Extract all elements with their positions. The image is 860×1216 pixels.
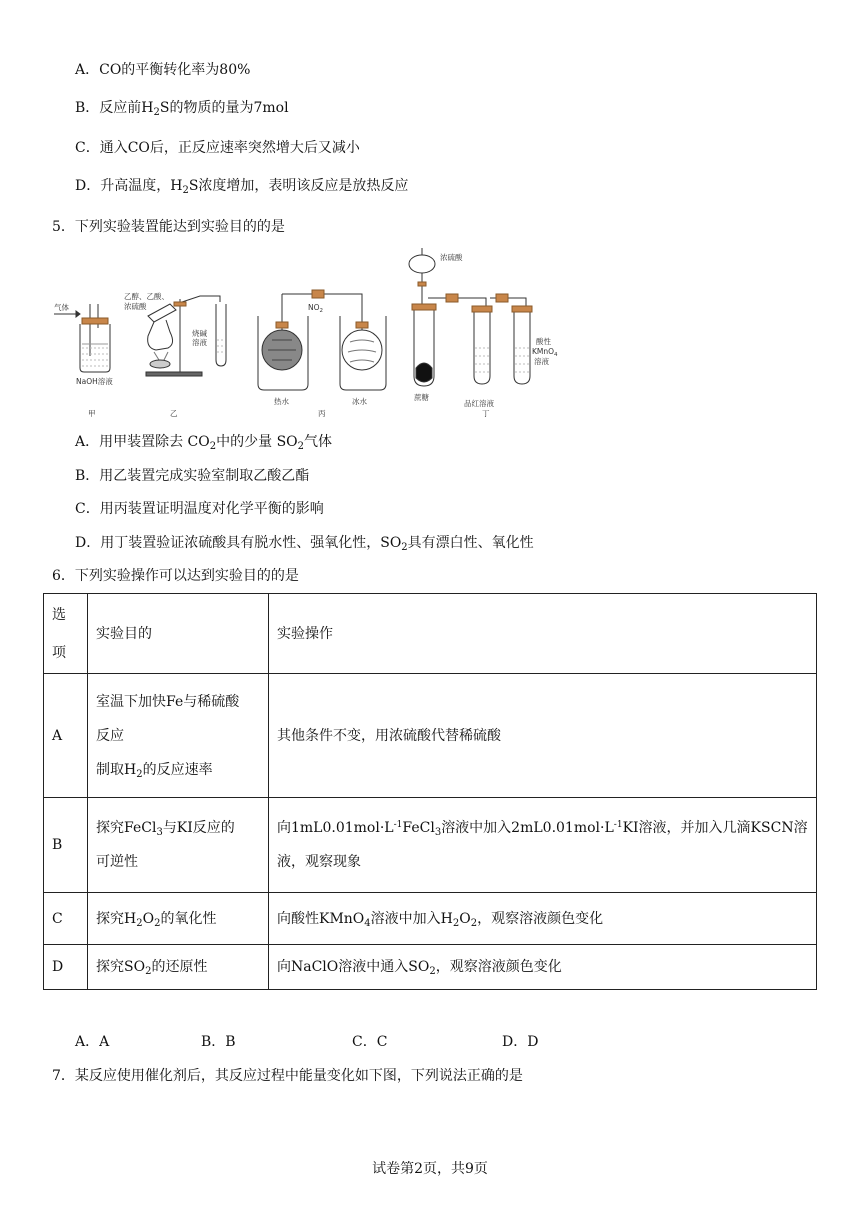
apparatus-jia <box>54 304 110 372</box>
q4-option-d-text: D．升高温度，H <box>75 178 183 194</box>
label-naoh: NaOH溶液 <box>76 377 113 386</box>
row-a-goal <box>88 674 269 798</box>
label-kmno4-1: 酸性 <box>536 337 551 346</box>
q5-option-a-text-2: 中的少量 SO <box>216 434 298 450</box>
table-header-row <box>44 594 817 674</box>
apparatus-ding <box>409 248 532 386</box>
label-sugar: 蔗糖 <box>414 393 429 402</box>
subscript: 2 <box>209 441 217 452</box>
row-d-operation: 向NaClO溶液中通入$SO_2$，观察溶液颜色变化 <box>269 945 817 990</box>
q6-choice-b: B．B <box>201 1034 236 1050</box>
q7-stem-text: 7．某反应使用催化剂后，其反应过程中能量变化如下图，下列说法正确的是 <box>52 1068 523 1084</box>
label-conc-acid: 浓硫酸 <box>440 253 463 262</box>
row-c-option: C <box>44 893 88 945</box>
q4-option-d <box>75 176 408 196</box>
label-ding: 丁 <box>482 409 490 418</box>
q4-option-b-text: B．反应前H <box>75 100 154 116</box>
q5-option-c <box>75 499 324 519</box>
q4-option-a <box>75 60 250 80</box>
row-d-goal: 探究$SO_2$的还原性 <box>88 945 269 990</box>
apparatus-yi <box>146 296 226 376</box>
row-b-operation <box>269 798 817 893</box>
row-b-goal-1: 探究FeCl$_3$与KI反应的 <box>96 820 235 838</box>
label-ice-water: 冰水 <box>352 397 367 406</box>
q4-option-c-text: C．通入CO后，正反应速率突然增大后又减小 <box>75 140 360 156</box>
header-option-1: 选 <box>52 606 66 623</box>
label-kmno4-2: KMnO$_4$ <box>532 347 558 358</box>
page-footer: 试卷第2页，共9页 <box>372 1161 488 1177</box>
q4-option-b <box>75 98 289 118</box>
table-row <box>44 674 817 798</box>
table-row <box>44 945 817 990</box>
row-c-goal: 探究$H_2O_2$的氧化性 <box>88 893 269 945</box>
table-row <box>44 798 817 893</box>
header-goal: 实验目的 <box>88 594 269 674</box>
subscript: 2 <box>182 185 189 196</box>
q5-option-d <box>75 533 534 553</box>
row-d-option: D <box>44 945 88 990</box>
label-soda-2: 溶液 <box>192 338 207 347</box>
q5-option-b <box>75 466 309 486</box>
subscript: 2 <box>297 441 305 452</box>
row-a-goal-3: 制取$H_2$的反应速率 <box>96 761 213 780</box>
label-soda-1: 烧碱 <box>192 329 207 338</box>
q4-option-b-text-2: S的物质的量为7mol <box>159 100 289 116</box>
q5-option-a <box>75 432 332 452</box>
q5-option-b-text: B．用乙装置完成实验室制取乙酸乙酯 <box>75 468 310 484</box>
q6-choice-c: C．C <box>352 1034 388 1050</box>
label-yi: 乙 <box>170 409 178 418</box>
subscript: 2 <box>401 542 408 553</box>
q4-option-c <box>75 138 360 158</box>
q4-option-d-text-2: S浓度增加，表明该反应是放热反应 <box>188 178 409 194</box>
label-bing: 丙 <box>318 409 326 418</box>
row-a-option: A <box>44 674 88 798</box>
q5-option-a-text-3: 气体 <box>304 434 333 450</box>
q5-option-d-text: D．用丁装置验证浓硫酸具有脱水性、强氧化性，SO <box>75 535 402 551</box>
label-kmno4-3: 溶液 <box>534 357 549 366</box>
q6-stem-text: 6．下列实验操作可以达到实验目的的是 <box>52 568 299 584</box>
q4-option-a-text: A．CO的平衡转化率为80% <box>75 62 251 78</box>
row-a-goal-1: 室温下加快Fe与稀硫酸 <box>96 693 240 710</box>
q6-stem <box>52 566 299 586</box>
q6-choice-d: D．D <box>502 1034 539 1050</box>
label-no2: $NO_2$ <box>308 303 324 314</box>
row-b-operation-2: 液，观察现象 <box>277 854 361 870</box>
row-b-goal-2: 可逆性 <box>96 854 138 870</box>
row-b-operation-1: 向$1mL0.01mol\cdot L^{-1}FeCl_3$溶液中加入$2mL0.01mol\cdot L^{-1}KI$溶液，并加入几滴KSCN溶 <box>277 820 808 838</box>
q5-stem <box>52 217 285 237</box>
header-option <box>44 594 88 674</box>
q6-choice-a: A．A <box>75 1034 110 1050</box>
label-pinhong: 品红溶液 <box>464 399 494 408</box>
row-a-goal-2: 反应 <box>96 727 124 744</box>
header-option-2: 项 <box>52 644 66 661</box>
subscript: 2 <box>153 107 160 118</box>
q5-stem-text: 5．下列实验装置能达到实验目的的是 <box>52 219 285 235</box>
label-hot-water: 热水 <box>274 397 289 406</box>
row-b-goal <box>88 798 269 893</box>
experiment-apparatus-figure <box>50 244 558 420</box>
row-b-option: B <box>44 798 88 893</box>
label-reagents-2: 浓硫酸 <box>124 302 147 311</box>
q6-table <box>43 593 817 990</box>
label-gas: 气体 <box>54 303 69 312</box>
q5-option-d-text-2: 具有漂白性、氧化性 <box>407 535 534 551</box>
apparatus-bing <box>258 290 386 390</box>
table-row <box>44 893 817 945</box>
label-jia: 甲 <box>88 409 96 418</box>
q7-stem <box>52 1066 523 1086</box>
row-a-operation: 其他条件不变，用浓硫酸代替稀硫酸 <box>269 674 817 798</box>
q5-option-c-text: C．用丙装置证明温度对化学平衡的影响 <box>75 501 324 517</box>
row-c-operation: 向酸性KMnO$_4$溶液中加入$H_2O_2$，观察溶液颜色变化 <box>269 893 817 945</box>
header-operation: 实验操作 <box>269 594 817 674</box>
q5-option-a-text: A．用甲装置除去 CO <box>75 434 210 450</box>
label-reagents-1: 乙醇、乙酸、 <box>124 292 169 301</box>
